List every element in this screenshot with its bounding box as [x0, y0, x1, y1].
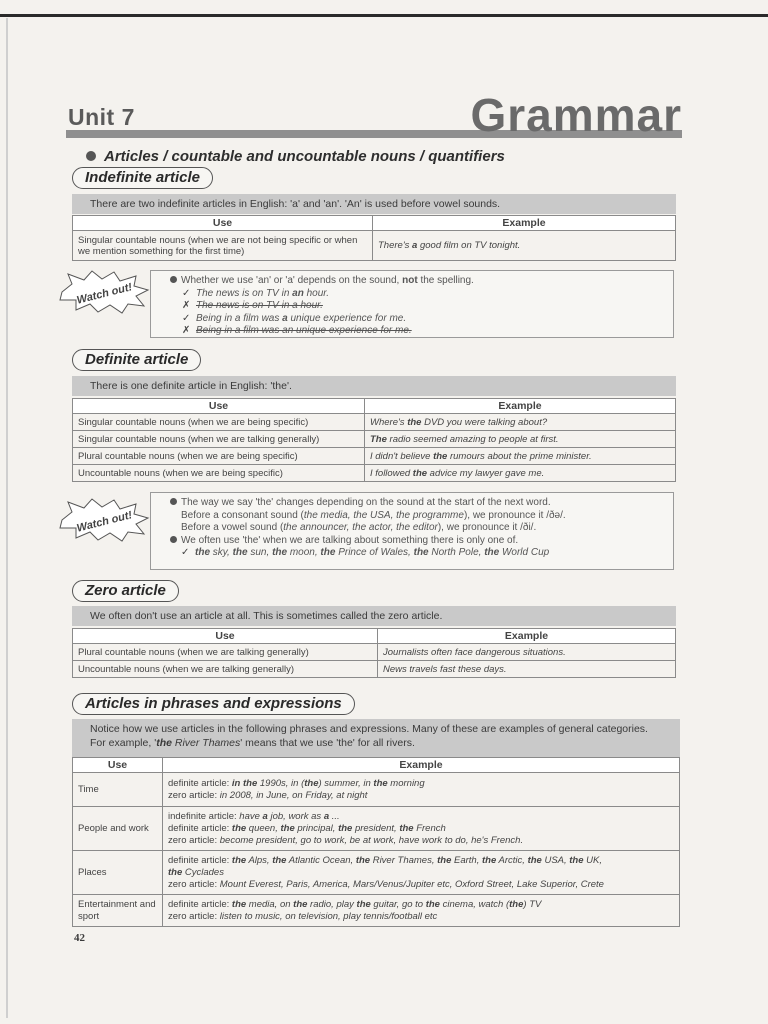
- example-cell: There's a good film on TV tonight.: [373, 231, 676, 261]
- example-line: Before a consonant sound (the media, the USA, the programme), we pronounce it /ðə/.: [181, 509, 566, 521]
- col-example: Example: [163, 758, 680, 773]
- table-row: [73, 807, 680, 851]
- example-line: ✗ The news is on TV in a hour.: [182, 300, 323, 311]
- use-cell: Entertainment and sport: [73, 895, 163, 927]
- watch-out-burst-icon: [58, 498, 150, 542]
- example-cell: indefinite article: have a job, work as a ... definite article: the queen, the principal, the president, the French zero article: become president, go to work, be at work, have work to do, he's French.: [163, 807, 680, 851]
- watch-out-label: Watch out!: [75, 281, 134, 307]
- table-row: [73, 448, 676, 465]
- example-cell: definite article: the Alps, the Atlantic Ocean, the River Thames, the Earth, the Arctic, the USA, the UK, the Cyclades zero article: Mount Everest, Paris, America, Mars/Venus/Jupiter etc, Oxford Street, Lake Superior, Crete: [163, 851, 680, 895]
- use-cell: Singular countable nouns (when we are being specific): [73, 414, 365, 431]
- example-line: ✓ the sky, the sun, the moon, the Prince of Wales, the North Pole, the World Cup: [181, 547, 550, 558]
- watch-out-bullet: We often use 'the' when we are talking about something there is only one of.: [170, 535, 670, 548]
- watch-out-label: Watch out!: [75, 509, 134, 535]
- indefinite-table: [72, 215, 676, 261]
- table-row: [73, 465, 676, 482]
- tick-icon: ✓: [181, 547, 190, 558]
- use-cell: Singular countable nouns (when we are not being specific or when we mention something for the first time): [73, 231, 373, 261]
- indefinite-note: There are two indefinite articles in English: 'a' and 'an'. 'An' is used before vowel sounds.: [72, 194, 676, 214]
- col-use: Use: [73, 758, 163, 773]
- watch-out-burst-icon: [58, 270, 150, 314]
- use-cell: Plural countable nouns (when we are being specific): [73, 448, 365, 465]
- example-line: ✓ Being in a film was a unique experience for me.: [182, 312, 407, 324]
- topic-subtitle: [86, 148, 505, 165]
- page-left-edge: [6, 18, 8, 1018]
- example-line: Before a vowel sound (the announcer, the actor, the editor), we pronounce it /ði/.: [181, 522, 537, 533]
- table-row: [73, 851, 680, 895]
- table-row: [73, 231, 676, 261]
- phrases-note: Notice how we use articles in the following phrases and expressions. Many of these are examples of general categories. For example, 'the River Thames' means that we use 'the' for all rivers.: [72, 719, 680, 757]
- bullet-icon: [170, 498, 177, 505]
- col-use: Use: [73, 216, 373, 231]
- col-example: Example: [373, 216, 676, 231]
- page-number: 42: [74, 932, 85, 944]
- bullet-icon: [170, 536, 177, 543]
- watch-out-text-2: [170, 497, 670, 560]
- table-row: [73, 644, 676, 661]
- cross-icon: ✗: [182, 325, 191, 336]
- use-cell: Time: [73, 773, 163, 807]
- unit-header: [66, 89, 682, 141]
- tick-icon: ✓: [182, 287, 191, 299]
- col-example: Example: [378, 629, 676, 644]
- section-heading-definite: Definite article: [72, 349, 201, 371]
- example-cell: definite article: the media, on the radio, play the guitar, go to the cinema, watch (the) TV zero article: listen to music, on television, play tennis/football etc: [163, 895, 680, 927]
- section-heading-phrases: Articles in phrases and expressions: [72, 693, 355, 715]
- col-use: Use: [73, 399, 365, 414]
- definite-table: [72, 398, 676, 482]
- watch-out-bullet: The way we say 'the' changes depending on the sound at the start of the next word.: [170, 497, 670, 510]
- example-line: ✗ Being in a film was an unique experience for me.: [182, 325, 412, 336]
- watch-out-intro: Whether we use 'an' or 'a' depends on the sound, not the spelling.: [170, 275, 670, 288]
- section-heading-zero: Zero article: [72, 580, 179, 602]
- zero-note: We often don't use an article at all. This is sometimes called the zero article.: [72, 606, 676, 626]
- example-cell: News travels fast these days.: [378, 661, 676, 678]
- section-heading-indefinite: Indefinite article: [72, 167, 213, 189]
- table-row: [73, 431, 676, 448]
- example-cell: Journalists often face dangerous situations.: [378, 644, 676, 661]
- bullet-icon: [86, 151, 96, 161]
- use-cell: Plural countable nouns (when we are talking generally): [73, 644, 378, 661]
- table-row: [73, 895, 680, 927]
- use-cell: Singular countable nouns (when we are talking generally): [73, 431, 365, 448]
- subtitle-text: Articles / countable and uncountable nouns / quantifiers: [104, 148, 505, 165]
- tick-icon: ✓: [182, 312, 191, 324]
- page-top-rule: [0, 14, 768, 17]
- page-title: Grammar: [470, 89, 682, 141]
- example-cell: I didn't believe the rumours about the prime minister.: [365, 448, 676, 465]
- cross-icon: ✗: [182, 300, 191, 311]
- example-cell: definite article: in the 1990s, in (the) summer, in the morning zero article: in 2008, in June, on Friday, at night: [163, 773, 680, 807]
- use-cell: Places: [73, 851, 163, 895]
- phrases-table: [72, 757, 680, 927]
- unit-label: Unit 7: [68, 104, 135, 130]
- zero-table: [72, 628, 676, 678]
- col-use: Use: [73, 629, 378, 644]
- use-cell: Uncountable nouns (when we are being specific): [73, 465, 365, 482]
- use-cell: Uncountable nouns (when we are talking generally): [73, 661, 378, 678]
- table-row: [73, 661, 676, 678]
- example-cell: Where's the DVD you were talking about?: [365, 414, 676, 431]
- col-example: Example: [365, 399, 676, 414]
- table-row: [73, 414, 676, 431]
- definite-note: There is one definite article in English: 'the'.: [72, 376, 676, 396]
- example-cell: The radio seemed amazing to people at first.: [365, 431, 676, 448]
- table-row: [73, 773, 680, 807]
- bullet-icon: [170, 276, 177, 283]
- example-line: ✓ The news is on TV in an hour.: [182, 287, 330, 299]
- example-cell: I followed the advice my lawyer gave me.: [365, 465, 676, 482]
- use-cell: People and work: [73, 807, 163, 851]
- watch-out-text-1: [170, 275, 670, 338]
